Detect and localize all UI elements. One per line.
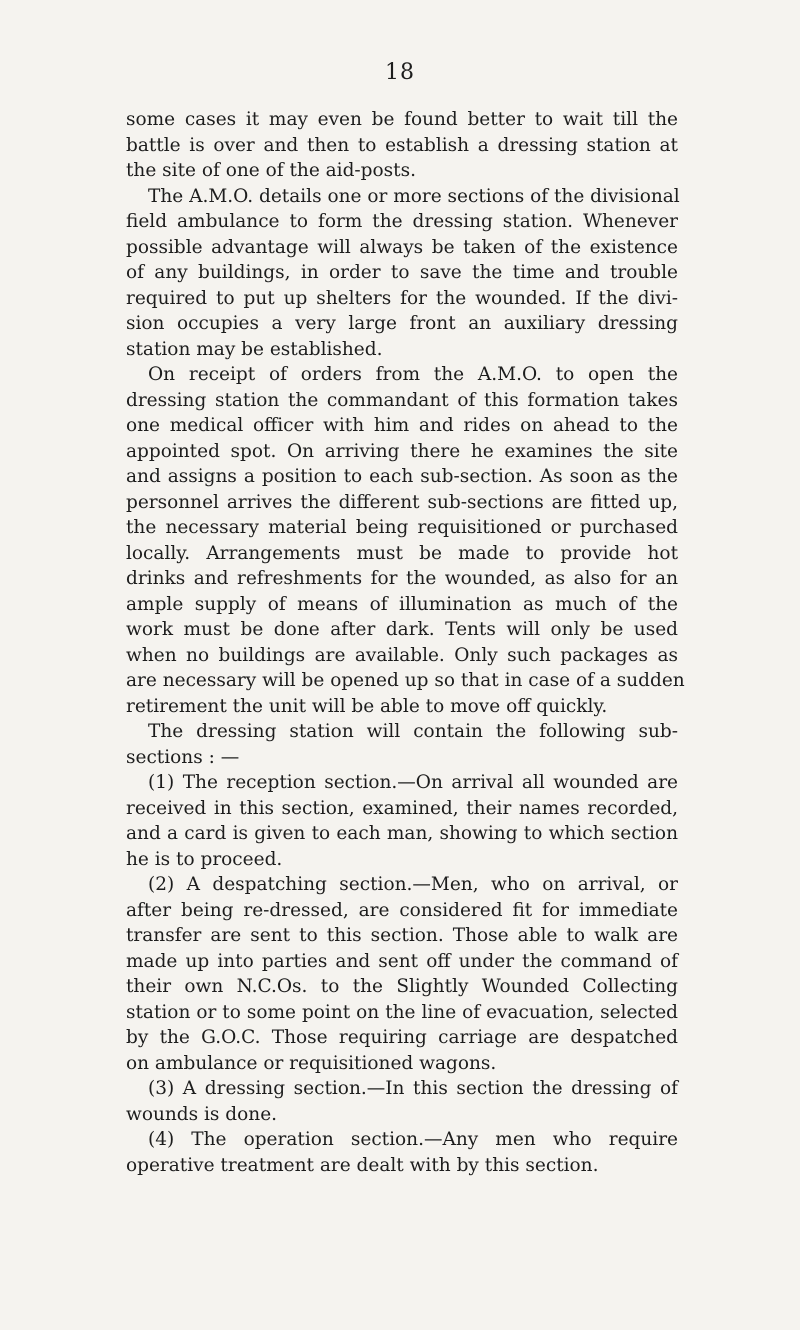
text-line: The dressing station will contain the following sub- (148, 721, 678, 742)
text-line: The A.M.O. details one or more sections of the divisional (148, 185, 680, 207)
text-line: field ambulance to form the dressing station. Whenever (126, 211, 678, 232)
text-line: transfer are sent to this section. Those able to walk are (126, 925, 678, 946)
text-line: (2) A despatching section.—Men, who on arrival, or (148, 874, 678, 895)
text-line: station or to some point on the line of evacuation, selected (126, 1001, 678, 1023)
text-line: (1) The reception section.—On arrival all wounded are (148, 772, 678, 793)
text-line: one medical officer with him and rides on ahead to the (126, 415, 678, 436)
text-line: sion occupies a very large front an auxiliary dressing (126, 313, 678, 334)
text-line: and a card is given to each man, showing to which section (126, 823, 678, 844)
text-line: their own N.C.Os. to the Slightly Wounded Collecting (126, 976, 678, 997)
text-line: retirement the unit will be able to move off quickly. (126, 695, 608, 717)
text-line: operative treatment are dealt with by this section. (126, 1154, 599, 1176)
text-line: made up into parties and sent off under the command of (126, 950, 678, 972)
text-line: when no buildings are available. Only such packages as (126, 644, 678, 666)
text-line: the necessary material being requisitioned or purchased (126, 517, 678, 538)
text-line: are necessary will be opened up so that in case of a sudden (126, 670, 685, 691)
text-line: and assigns a position to each sub-section. As soon as the (126, 466, 678, 487)
text-line: sections : — (126, 746, 240, 768)
body-text (126, 107, 685, 1178)
text-line: required to put up shelters for the wounded. If the divi- (126, 287, 678, 309)
text-line: after being re-dressed, are considered fit for immediate (126, 899, 678, 921)
text-line: work must be done after dark. Tents will only be used (126, 619, 678, 640)
text-line: drinks and refreshments for the wounded, as also for an (126, 568, 678, 589)
text-line: ample supply of means of illumination as much of the (126, 593, 678, 615)
text-line: by the G.O.C. Those requiring carriage are despatched (126, 1027, 678, 1048)
text-line: (3) A dressing section.—In this section the dressing of (148, 1078, 678, 1099)
text-line: he is to proceed. (126, 848, 283, 870)
text-line: On receipt of orders from the A.M.O. to open the (148, 364, 678, 385)
text-line: battle is over and then to establish a dressing station at (126, 134, 678, 156)
text-line: dressing station the commandant of this formation takes (126, 389, 678, 411)
text-line: appointed spot. On arriving there he examines the site (126, 440, 678, 462)
text-line: personnel arrives the different sub-sections are fitted up, (126, 491, 678, 513)
text-line: received in this section, examined, their names recorded, (126, 797, 678, 819)
text-line: some cases it may even be found better to wait till the (126, 109, 678, 130)
text-line: on ambulance or requisitioned wagons. (126, 1052, 497, 1074)
text-line: (4) The operation section.—Any men who require (148, 1129, 678, 1150)
page-number: 18 (385, 60, 415, 85)
text-line: of any buildings, in order to save the time and trouble (126, 262, 678, 283)
text-line: the site of one of the aid-posts. (126, 160, 416, 181)
text-line: locally. Arrangements must be made to provide hot (126, 542, 678, 564)
text-line: wounds is done. (126, 1103, 278, 1125)
text-line: possible advantage will always be taken of the existence (126, 236, 678, 258)
text-line: station may be established. (126, 338, 383, 360)
